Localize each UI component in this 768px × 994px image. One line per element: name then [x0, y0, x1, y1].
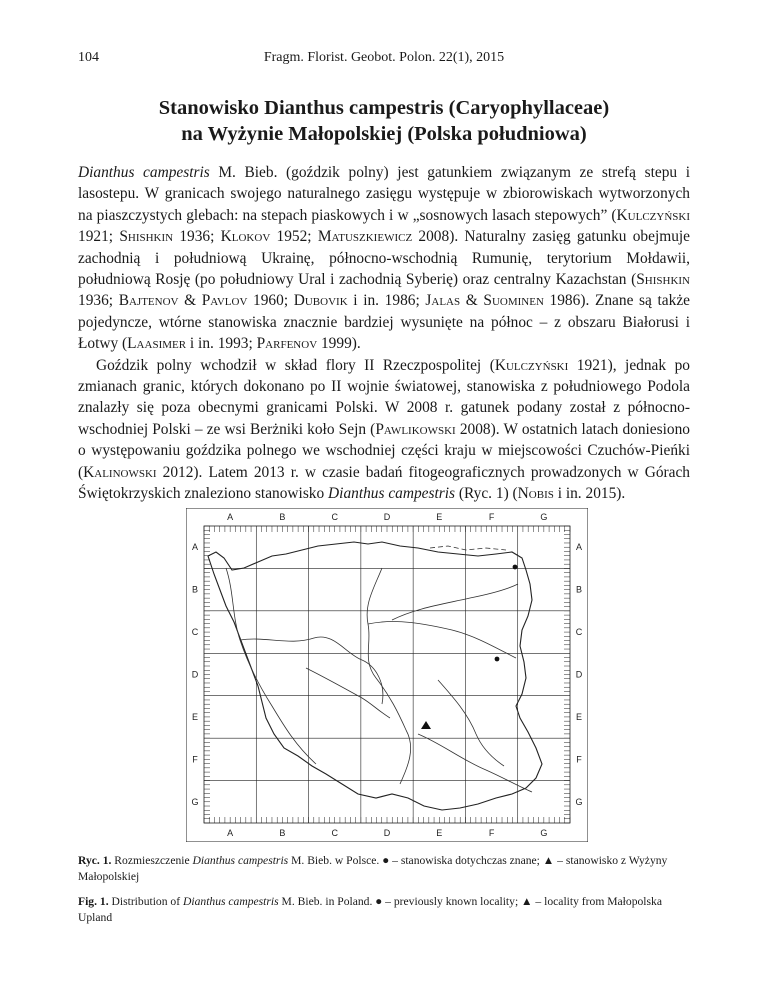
author-ref: Kulczyński — [494, 356, 569, 374]
author-ref: Laasimer — [127, 335, 187, 353]
row-label-left: D — [191, 669, 199, 680]
text-run: Rozmieszczenie — [111, 854, 193, 867]
row-label-left: G — [191, 796, 199, 807]
text-run: M. Bieb. (goździk polny) jest gatunkiem związanym ze strefą stepu i lasostepu. W granicach swojego naturalnego zasięgu występuje w zbiorowiskach wytworzonych na piaszczystych glebach: na stepach piaskowych i w „sosnowych lasach stepowych” ( — [78, 164, 690, 224]
caption-label: Fig. 1. — [78, 895, 109, 908]
text-run: M. Bieb. w Polsce. ● – stanowiska dotychczas znane; ▲ – stanowisko z Wyżyny Małopolskiej — [78, 854, 668, 883]
title-line-2: na Wyżynie Małopolskiej (Polska południowa) — [181, 123, 587, 145]
text-run: Goździk polny wchodził w skład flory II Rzeczpospolitej ( — [96, 356, 495, 374]
text-run: 1936; — [78, 292, 119, 310]
row-label-right: F — [576, 754, 582, 765]
known-locality-marker — [495, 657, 500, 662]
text-run: i in. 1993; — [186, 335, 257, 353]
map-frame — [186, 508, 588, 842]
column-label-bottom: B — [279, 828, 286, 838]
text-run: 1936; — [173, 228, 221, 246]
row-label-right: E — [575, 711, 583, 722]
author-ref: Shishkin — [119, 228, 174, 246]
known-locality-marker — [513, 565, 518, 570]
row-label-right: A — [575, 542, 583, 553]
column-label-top: G — [540, 512, 548, 522]
column-label-top: E — [436, 512, 443, 522]
running-header — [78, 50, 690, 72]
text-run: 2008). W ostatnich latach doniesiono o występowaniu goździka polnego we wschodniej części kraju w miejscowości Czuchów-Pieńki ( — [78, 420, 690, 481]
text-run: 1960; — [247, 292, 294, 310]
map-figure — [186, 508, 588, 842]
author-ref: Bajtenov & Pavlov — [118, 292, 248, 310]
row-label-left: F — [192, 754, 198, 765]
text-run: 1921), jednak po zmianach granic, których dokonano po II wojnie światowej, stanowiska z południowego Podola znalazły się poza obecnymi granicami Polski. W 2008 r. gatunek podany został z północno-wschodniej Polski – ze wsi Berżniki koło Sejn ( — [78, 356, 690, 438]
species-name: Dianthus campestris — [192, 854, 289, 867]
author-ref: Jalas & Suominen — [425, 292, 544, 310]
column-label-bottom: E — [436, 828, 443, 838]
text-run: 2008). Naturalny zasięg gatunku obejmuje zachodnią i południową Ukrainę, północno-wschodnią Rumunię, terytorium Mołdawii, południową Rosję (po południowy Ural i zachodnią Syberię) oraz centralny Kazachstan ( — [78, 228, 691, 289]
paragraph-2 — [78, 355, 690, 505]
row-label-right: G — [575, 796, 583, 807]
distribution-map — [186, 508, 588, 842]
text-run: 1986). Znane są także pojedyncze, wtórne stanowiska znacznie bardziej wysunięte na północ – z obszaru Białorusi i Łotwy ( — [78, 292, 690, 353]
article-body — [78, 162, 690, 505]
row-label-left: E — [191, 711, 199, 722]
journal-citation: Fragm. Florist. Geobot. Polon. 22(1), 2015 — [263, 50, 505, 65]
row-label-left: C — [191, 627, 199, 638]
row-label-left: A — [191, 542, 199, 553]
title-line-1: Stanowisko Dianthus campestris (Caryophyllaceae) — [158, 97, 610, 119]
paragraph-1 — [78, 162, 690, 355]
page-number: 104 — [78, 50, 99, 65]
text-run: (Ryc. 1) ( — [455, 485, 518, 503]
text-run: 1952; — [270, 228, 318, 246]
text-run: 1999). — [317, 335, 361, 353]
text-run: Distribution of — [108, 895, 183, 908]
caption-polish — [78, 853, 690, 884]
species-name: Dianthus campestris — [328, 485, 456, 503]
column-label-top: F — [488, 512, 495, 522]
caption-label: Ryc. 1. — [78, 854, 112, 867]
author-ref: Pawlikowski — [375, 420, 456, 438]
article-title — [78, 95, 690, 147]
text-run: i in. 1986; — [347, 292, 426, 310]
text-run: 2012). Latem 2013 r. w czasie badań fitogeograficznych prowadzonych w Górach Świętokrzyskich znaleziono stanowisko — [78, 463, 690, 503]
author-ref: Matuszkiewicz — [317, 228, 413, 246]
column-label-bottom: F — [488, 828, 495, 838]
column-label-top: C — [331, 512, 338, 522]
author-ref: Kalinowski — [83, 463, 157, 481]
row-label-left: B — [191, 584, 199, 595]
column-label-bottom: G — [540, 828, 548, 838]
species-name: Dianthus campestris — [183, 895, 279, 908]
text-run: 1921; — [78, 228, 120, 246]
author-ref: Shishkin — [636, 271, 690, 289]
column-label-top: D — [383, 512, 391, 522]
author-ref: Parfenov — [256, 335, 318, 353]
column-label-bottom: A — [227, 828, 234, 838]
author-ref: Kulczyński — [616, 206, 690, 224]
column-label-bottom: D — [383, 828, 391, 838]
column-label-top: A — [227, 512, 234, 522]
author-ref: Nobis — [517, 485, 554, 503]
row-label-right: D — [575, 669, 583, 680]
column-label-top: B — [279, 512, 286, 522]
text-run: M. Bieb. in Poland. ● – previously known locality; ▲ – locality from Małopolska Upland — [78, 895, 662, 924]
species-name: Dianthus campestris — [78, 164, 210, 181]
author-ref: Dubovik — [293, 292, 348, 310]
text-run: i in. 2015). — [553, 485, 626, 503]
caption-english — [78, 894, 690, 925]
author-ref: Klokov — [220, 228, 271, 246]
column-label-bottom: C — [331, 828, 338, 838]
row-label-right: C — [575, 627, 583, 638]
row-label-right: B — [575, 584, 583, 595]
